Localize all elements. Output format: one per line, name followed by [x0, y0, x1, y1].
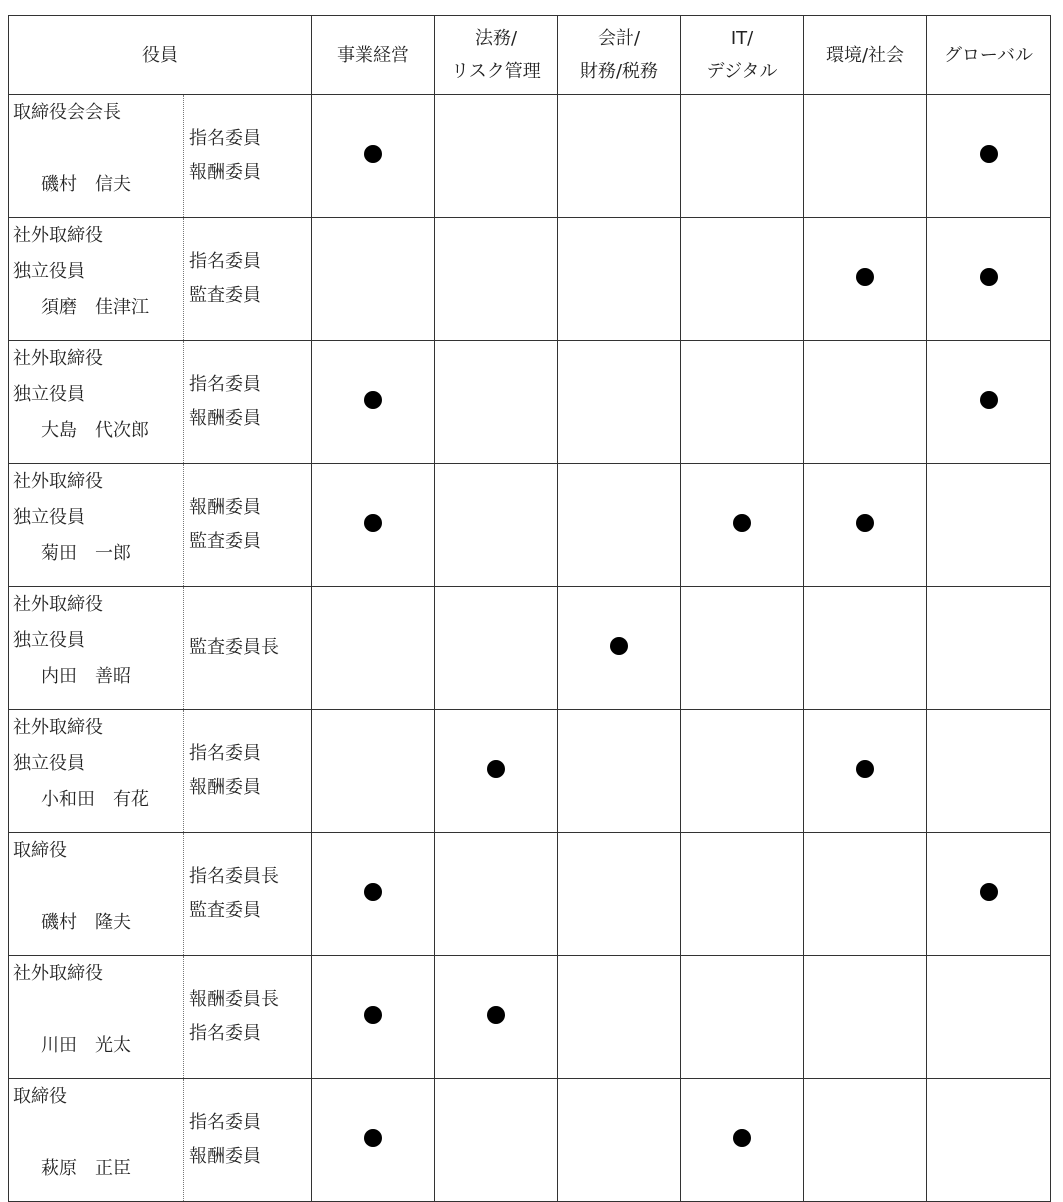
skill-cell-legal	[435, 341, 558, 464]
skill-cell-business	[312, 710, 435, 833]
skill-cell-finance	[558, 341, 681, 464]
skill-cell-it	[681, 464, 804, 587]
skill-mark-dot	[610, 637, 628, 655]
skill-cell-legal	[435, 1079, 558, 1202]
officer-name-cell	[9, 218, 184, 341]
skill-cell-it	[681, 1079, 804, 1202]
skill-mark-dot	[733, 1129, 751, 1147]
skill-mark-dot	[487, 760, 505, 778]
skill-header-global: グローバル	[927, 16, 1051, 95]
skill-cell-finance	[558, 95, 681, 218]
skill-mark-dot	[856, 760, 874, 778]
skill-mark-dot	[733, 514, 751, 532]
committee-cell	[184, 710, 312, 833]
skill-cell-legal	[435, 833, 558, 956]
skill-cell-environment	[804, 1079, 927, 1202]
committee-role: 報酬委員	[189, 777, 261, 798]
skill-cell-it	[681, 95, 804, 218]
skill-cell-it	[681, 710, 804, 833]
officer-position-line: 社外取締役	[13, 594, 103, 615]
skill-cell-legal	[435, 710, 558, 833]
skill-cell-it	[681, 956, 804, 1079]
skill-cell-legal	[435, 464, 558, 587]
officer-name: 川田 光太	[41, 1035, 131, 1056]
skill-mark-dot	[364, 514, 382, 532]
committee-role: 指名委員長	[189, 866, 279, 887]
officer-position-line: 独立役員	[13, 753, 85, 774]
officer-position-line: 取締役	[13, 840, 67, 861]
committee-role: 監査委員	[189, 285, 261, 306]
officer-name-cell	[9, 95, 184, 218]
officer-row	[9, 587, 1051, 710]
officer-position-line: 独立役員	[13, 630, 85, 651]
skill-cell-global	[927, 833, 1051, 956]
committee-cell	[184, 218, 312, 341]
committee-role: 報酬委員	[189, 408, 261, 429]
skill-cell-business	[312, 218, 435, 341]
officer-name: 小和田 有花	[41, 789, 149, 810]
officer-name-cell	[9, 1079, 184, 1202]
officer-header: 役員	[9, 16, 312, 95]
committee-role: 報酬委員	[189, 1146, 261, 1167]
officer-row	[9, 464, 1051, 587]
officer-row	[9, 341, 1051, 464]
officer-row	[9, 833, 1051, 956]
committee-role: 報酬委員	[189, 162, 261, 183]
committee-role: 監査委員	[189, 531, 261, 552]
skill-cell-it	[681, 218, 804, 341]
committee-role: 監査委員	[189, 900, 261, 921]
skill-header-business: 事業経営	[312, 16, 435, 95]
skill-cell-environment	[804, 710, 927, 833]
skill-cell-global	[927, 341, 1051, 464]
officer-position-line	[13, 992, 183, 1028]
skill-cell-global	[927, 956, 1051, 1079]
skill-cell-global	[927, 95, 1051, 218]
skill-cell-environment	[804, 218, 927, 341]
skill-mark-dot	[980, 145, 998, 163]
officer-row	[9, 95, 1051, 218]
skill-cell-finance	[558, 1079, 681, 1202]
officer-row	[9, 956, 1051, 1079]
skill-cell-it	[681, 587, 804, 710]
committee-role: 指名委員	[189, 251, 261, 272]
skill-mark-dot	[364, 145, 382, 163]
committee-cell	[184, 587, 312, 710]
officer-rows	[9, 95, 1051, 1202]
skill-mark-dot	[980, 268, 998, 286]
officer-position-line: 取締役会会長	[13, 102, 121, 123]
committee-cell	[184, 1079, 312, 1202]
skill-cell-environment	[804, 587, 927, 710]
committee-role: 指名委員	[189, 128, 261, 149]
skill-cell-legal	[435, 95, 558, 218]
officer-name: 磯村 信夫	[41, 174, 131, 195]
skill-mark-dot	[364, 1129, 382, 1147]
officer-position-line: 社外取締役	[13, 717, 103, 738]
officer-position-line: 社外取締役	[13, 471, 103, 492]
committee-cell	[184, 95, 312, 218]
skill-cell-finance	[558, 464, 681, 587]
officer-position-line	[13, 869, 183, 905]
skill-cell-finance	[558, 587, 681, 710]
skill-cell-it	[681, 341, 804, 464]
committee-role: 指名委員	[189, 1023, 261, 1044]
committee-role: 報酬委員	[189, 497, 261, 518]
skill-cell-finance	[558, 710, 681, 833]
skill-mark-dot	[980, 883, 998, 901]
skill-cell-global	[927, 1079, 1051, 1202]
officer-row	[9, 710, 1051, 833]
skill-cell-global	[927, 218, 1051, 341]
skill-header-finance: 会計/ 財務/税務	[558, 16, 681, 95]
skill-cell-business	[312, 956, 435, 1079]
skill-cell-business	[312, 1079, 435, 1202]
officer-name-cell	[9, 833, 184, 956]
skill-cell-environment	[804, 956, 927, 1079]
skill-cell-global	[927, 710, 1051, 833]
skill-cell-business	[312, 95, 435, 218]
officer-position-line: 取締役	[13, 1086, 67, 1107]
committee-role: 指名委員	[189, 743, 261, 764]
skill-mark-dot	[980, 391, 998, 409]
skill-cell-environment	[804, 341, 927, 464]
officer-name: 萩原 正臣	[41, 1158, 131, 1179]
skill-cell-business	[312, 833, 435, 956]
officer-position-line: 独立役員	[13, 261, 85, 282]
skill-cell-it	[681, 833, 804, 956]
committee-cell	[184, 464, 312, 587]
officer-position-line	[13, 131, 183, 167]
officer-position-line: 社外取締役	[13, 963, 103, 984]
skill-mark-dot	[856, 268, 874, 286]
skill-cell-finance	[558, 218, 681, 341]
skill-header-it: IT/ デジタル	[681, 16, 804, 95]
skill-header-environment: 環境/社会	[804, 16, 927, 95]
officer-name: 須磨 佳津江	[41, 297, 149, 318]
skill-cell-global	[927, 587, 1051, 710]
skill-matrix-table	[8, 15, 1051, 1202]
officer-row	[9, 218, 1051, 341]
skill-cell-business	[312, 341, 435, 464]
officer-position-line: 独立役員	[13, 384, 85, 405]
officer-position-line: 社外取締役	[13, 225, 103, 246]
header-row	[9, 16, 1051, 95]
officer-position-line: 社外取締役	[13, 348, 103, 369]
officer-name-cell	[9, 341, 184, 464]
officer-name: 大島 代次郎	[41, 420, 149, 441]
officer-position-line: 独立役員	[13, 507, 85, 528]
officer-name-cell	[9, 587, 184, 710]
skill-cell-global	[927, 464, 1051, 587]
skill-cell-finance	[558, 956, 681, 1079]
skill-mark-dot	[364, 391, 382, 409]
officer-name: 内田 善昭	[41, 666, 131, 687]
committee-role: 指名委員	[189, 1112, 261, 1133]
officer-name-cell	[9, 956, 184, 1079]
skill-mark-dot	[364, 1006, 382, 1024]
skill-mark-dot	[856, 514, 874, 532]
skill-mark-dot	[487, 1006, 505, 1024]
committee-role: 監査委員長	[189, 637, 279, 658]
officer-name-cell	[9, 464, 184, 587]
officer-position-line	[13, 1115, 183, 1151]
skill-cell-finance	[558, 833, 681, 956]
skill-cell-business	[312, 587, 435, 710]
officer-name-cell	[9, 710, 184, 833]
officer-row	[9, 1079, 1051, 1202]
committee-cell	[184, 341, 312, 464]
skill-cell-business	[312, 464, 435, 587]
skill-cell-legal	[435, 956, 558, 1079]
skill-cell-environment	[804, 464, 927, 587]
skill-cell-legal	[435, 587, 558, 710]
skill-mark-dot	[364, 883, 382, 901]
committee-cell	[184, 833, 312, 956]
skill-cell-legal	[435, 218, 558, 341]
officer-name: 菊田 一郎	[41, 543, 131, 564]
skill-cell-environment	[804, 833, 927, 956]
committee-role: 指名委員	[189, 374, 261, 395]
committee-cell	[184, 956, 312, 1079]
skill-header-legal: 法務/ リスク管理	[435, 16, 558, 95]
skill-cell-environment	[804, 95, 927, 218]
committee-role: 報酬委員長	[189, 989, 279, 1010]
officer-name: 磯村 隆夫	[41, 912, 131, 933]
